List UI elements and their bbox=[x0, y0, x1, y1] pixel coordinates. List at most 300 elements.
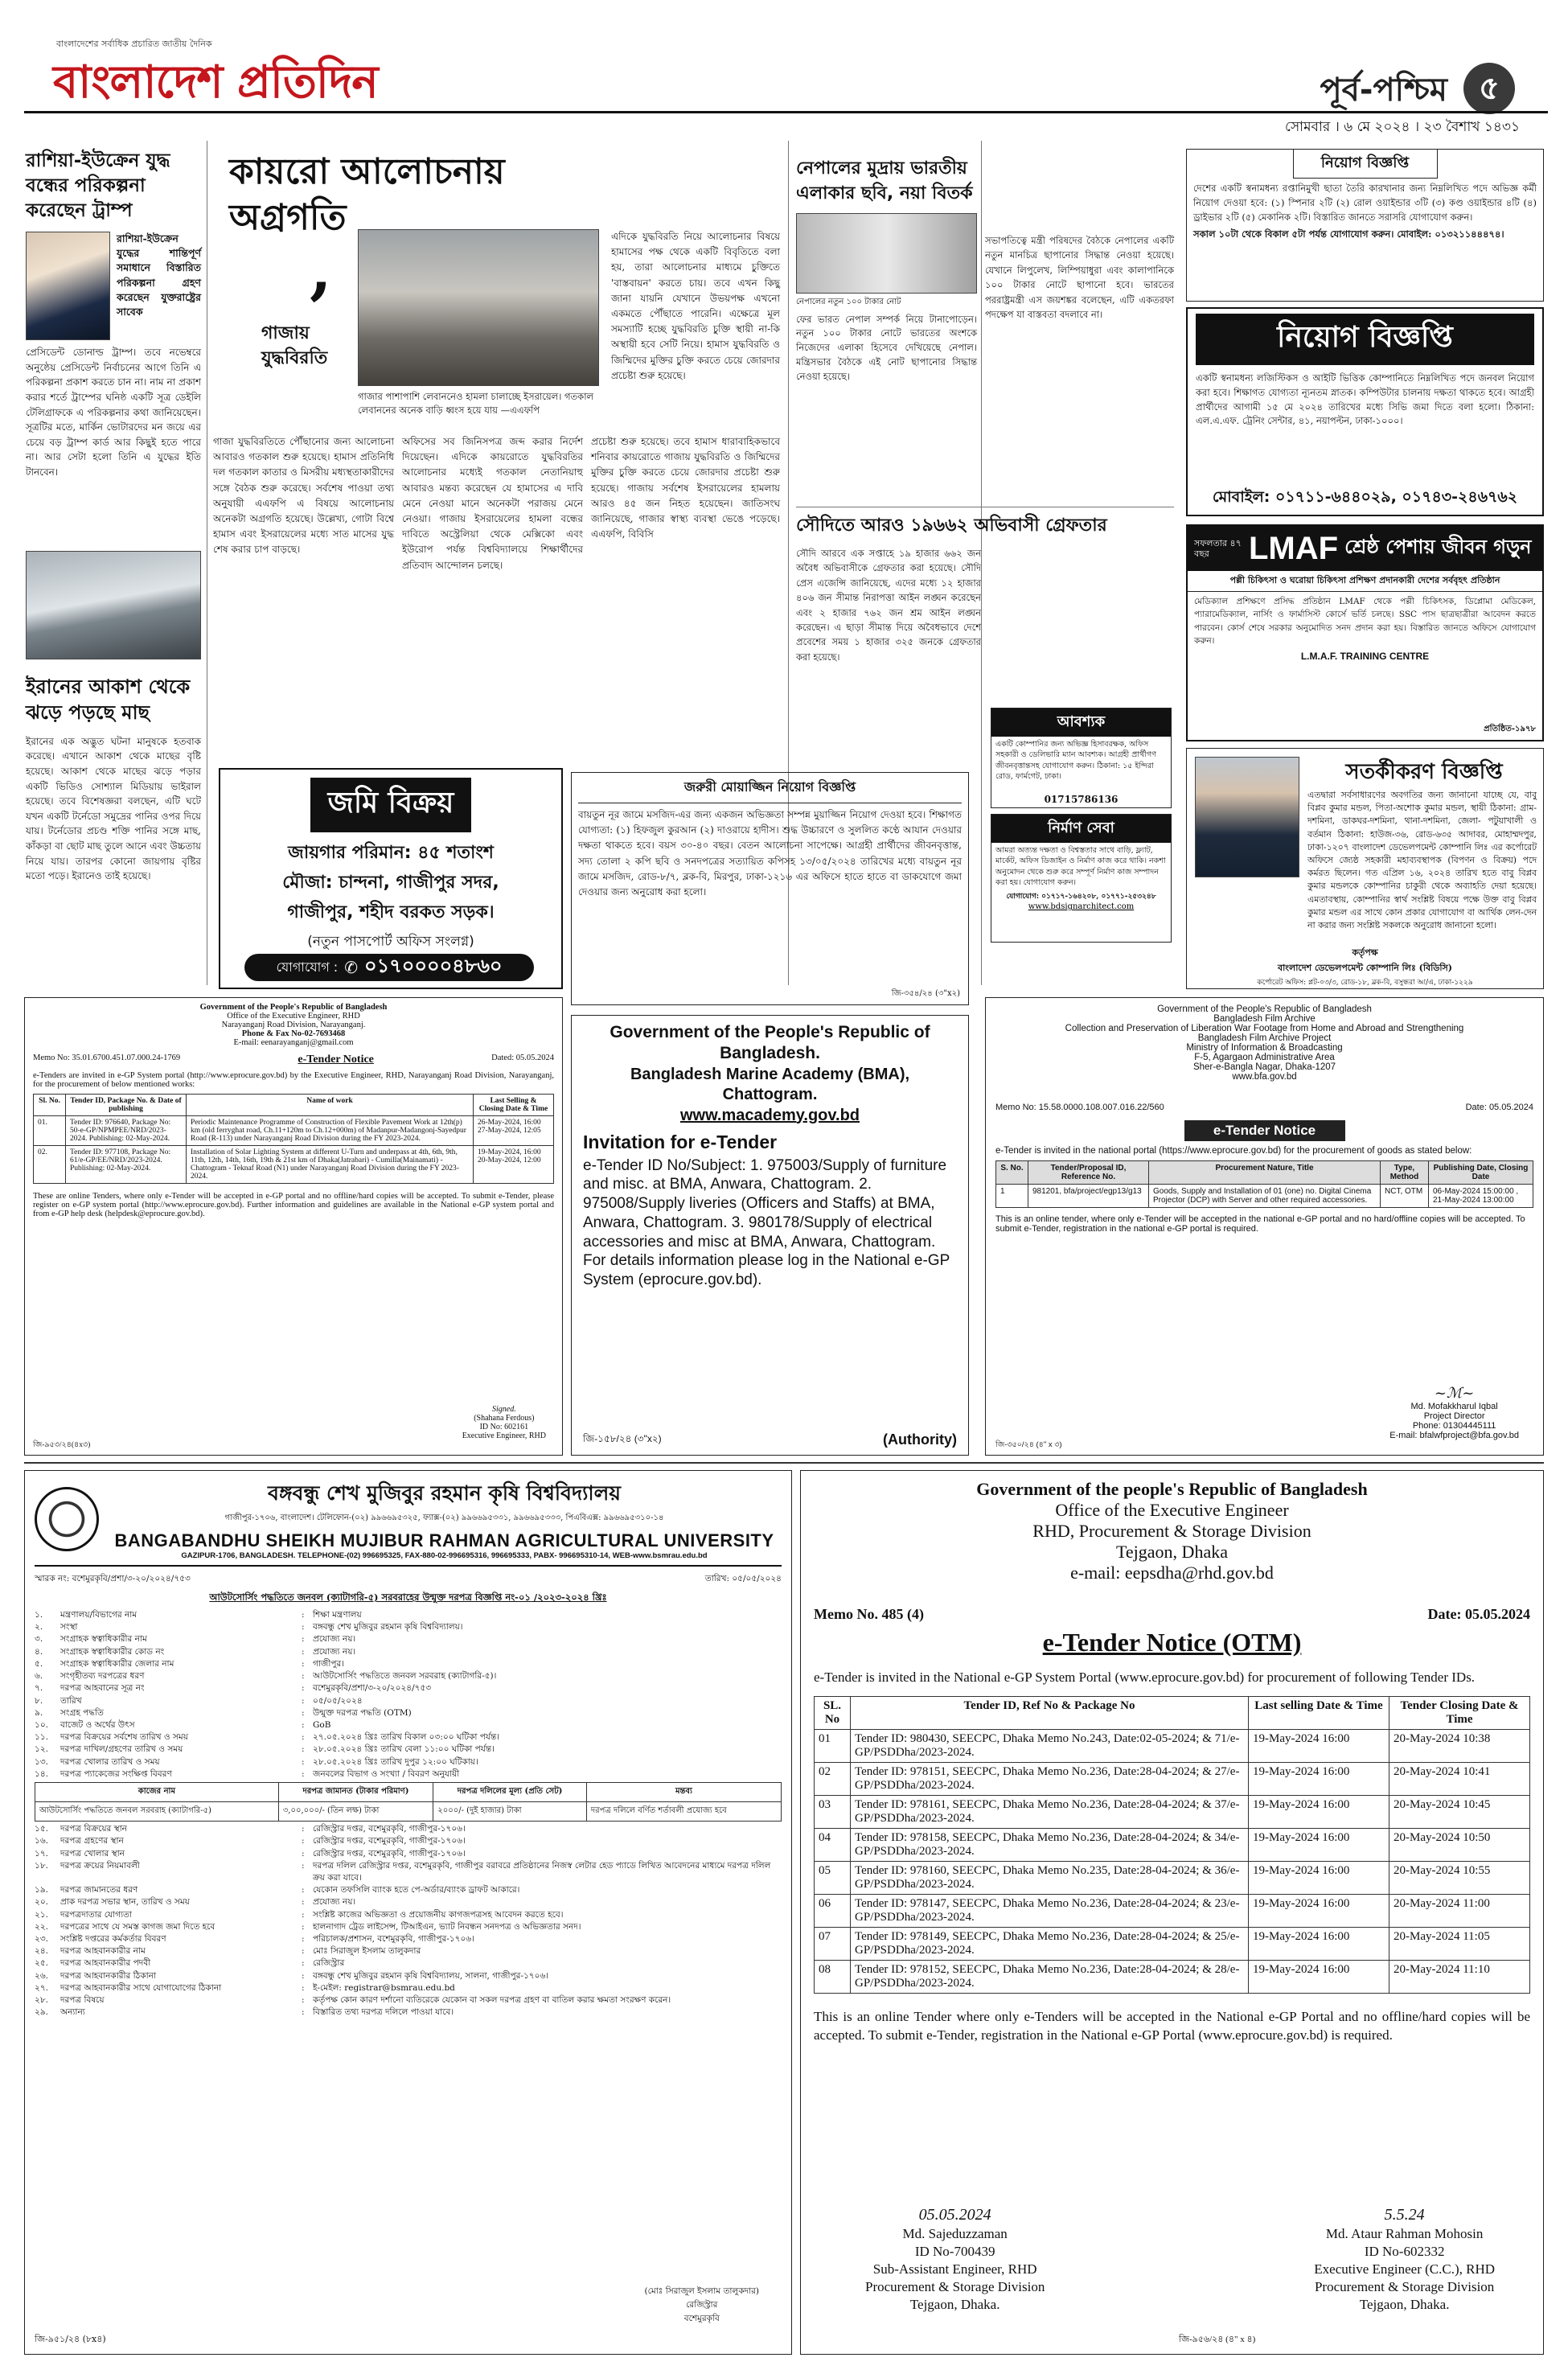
org-name: Bangladesh Marine Academy (BMA), Chattogram. bbox=[630, 1065, 910, 1103]
item-number: ২৫. bbox=[35, 1958, 48, 1969]
ad-title: জরুরী মোয়াজ্জিন নিয়োগ বিজ্ঞপ্তি bbox=[578, 773, 962, 803]
memo-no: Memo No. 485 (4) bbox=[814, 1606, 924, 1622]
ad-phone: 01715786136 bbox=[1044, 794, 1119, 805]
tender-item bbox=[35, 1658, 782, 1670]
table-row bbox=[815, 1895, 1530, 1928]
signer-place: Tejgaon, Dhaka. bbox=[1359, 2296, 1450, 2312]
item-value: ই-মেইল: registrar@bsmrau.edu.bd bbox=[313, 1982, 455, 1993]
item-label: দরপত্র খোলার স্থান bbox=[60, 1848, 125, 1859]
table-cell: 01 bbox=[815, 1730, 851, 1763]
item-value: GoB bbox=[313, 1719, 331, 1730]
table-cell: Installation of Solar Lighting System at different U-Turn and underpass at 4th, 6th, 9th, 11th, 12th, 14th, 16th, 19th & 21st km of Dhaka(Jatrabari) - Cumilla(Mainamati) - Chattogram - Teknaf Road (N1) under Narayanganj Road Division during the FY 2023-2024. bbox=[187, 1146, 474, 1184]
table-cell: Tender ID: 978149, SEECPC, Dhaka Memo No.236, Date:28-04-2024; & 25/e-GP/PSDDha/2023-2024. bbox=[851, 1928, 1249, 1961]
notice-title: আউটসোর্সিং পদ্ধতিতে জনবল (ক্যাটাগরি-৫) সরবরাহের উন্মুক্ত দরপত্র বিজ্ঞপ্তি নং-০১ /২০২৩-২০২৪ খ্রিঃ bbox=[209, 1592, 607, 1603]
ad-code: জি-৯৫১/২৪ (৮x৪) bbox=[35, 2334, 106, 2344]
table-cell: 26-May-2024, 16:00 27-May-2024, 12:05 bbox=[474, 1116, 554, 1146]
ad-body: বায়তুন নূর জামে মসজিদ-এর জন্য একজন অভিজ্ঞতা সম্পন্ন মুয়াজ্জিন নিয়োগ দেওয়া হবে। শিক্ষাগত যোগ্যতা: (১) হিফজুল কুরআন (২) দাওরায়ে হাদীস। শুদ্ধ উচ্চারণে ও সুললিত কণ্ঠে আযান দেওয়ার দক্ষতা থাকতে হবে। বয়স ৩০-৪০ বছর। বেতন আলোচনা সাপেক্ষে। আগ্রহী প্রার্থীদের জীবনবৃত্তান্ত, সদ্য তোলা ২ কপি ছবি ও সনদপত্রের সত্যায়িত কপিসহ ১৩/০৫/২০২৪ তারিখের মধ্যে বায়তুন নূর জামে মসজিদ, রোড-৮/৭, ব্লক-বি, মিরপুর, ঢাকা-১২১৬ এর অফিসে হাতে হাতে বা ডাকযোগে জমা দেওয়ার জন্য অনুরোধ করা হলো। bbox=[578, 809, 962, 897]
ad-phone: যোগাযোগ: ০১৭১৭-১৬৪২০৮, ০১৭৭১-২৫৩২৪৮ bbox=[1006, 893, 1156, 902]
item-value: রেজিস্ট্রার দপ্তর, বশেমুরকৃবি, গাজীপুর-১৭০৬। bbox=[313, 1848, 466, 1859]
saudi-col2-wrapper bbox=[989, 539, 1174, 732]
lmaf-subtitle: পল্লী চিকিৎসা ও ঘরোয়া চিকিৎসা প্রশিক্ষণ প্রদানকারী দেশের সর্ববৃহৎ প্রতিষ্ঠান bbox=[1188, 571, 1542, 592]
item-label: তারিখ bbox=[60, 1695, 82, 1706]
article-headline: কায়রো আলোচনায় অগ্রগতি bbox=[229, 151, 505, 239]
item-label: দরপত্র প্যাকেজের সংক্ষিপ্ত বিবরণ bbox=[60, 1768, 172, 1779]
signer-designation: Project Director bbox=[1423, 1411, 1485, 1421]
lmaf-tagline: শ্রেষ্ঠ পেশায় জীবন গড়ুন bbox=[1344, 536, 1532, 558]
tender-item bbox=[35, 1848, 782, 1860]
ad-title: আবশ্যক bbox=[991, 709, 1171, 737]
newspaper-logo: বাংলাদেশ প্রতিদিন bbox=[53, 56, 378, 109]
item-value: ২৮.০৫.২০২৪ খ্রিঃ তারিখ দুপুর ১২:০০ ঘটিকায়। bbox=[313, 1756, 478, 1767]
item-label: দরপত্র দাখিল/গ্রহণের তারিখ ও সময় bbox=[60, 1744, 183, 1755]
division-name: RHD, Procurement & Storage Division bbox=[1032, 1521, 1311, 1541]
separator: : bbox=[302, 1995, 305, 2006]
item-number: ১৯. bbox=[35, 1885, 48, 1896]
table-header: SL. No bbox=[815, 1697, 851, 1730]
address-line: F-5, Agargaon Administrative Area bbox=[1194, 1053, 1335, 1062]
tender-item bbox=[35, 1982, 782, 1994]
signer-designation: রেজিস্ট্রার bbox=[686, 2300, 718, 2310]
separator: : bbox=[302, 2007, 305, 2018]
table-header: Publishing Date, Closing Date bbox=[1429, 1161, 1533, 1185]
tender-table bbox=[995, 1160, 1533, 1208]
notice-title: e-Tender Notice (OTM) bbox=[1042, 1628, 1302, 1657]
ad-code: জি-৯৫৬/২৪ (৪" x ৪) bbox=[1179, 2335, 1256, 2344]
ad-line: মৌজা: চান্দনা, গাজীপুর সদর, bbox=[282, 873, 499, 893]
company-address: কর্পোরেট অফিস: প্লট-০৩/৩, রোড-১৮, ব্লক-বি, বসুন্ধরা আ/এ, ঢাকা-১২২৯ bbox=[1257, 979, 1473, 987]
item-label: দরপত্র আহবানকারীর পদবী bbox=[60, 1958, 151, 1969]
tender-item bbox=[35, 1670, 782, 1682]
signer-id: ID No: 602161 bbox=[479, 1423, 529, 1431]
tender-item bbox=[35, 1957, 782, 1969]
place-name: Tejgaon, Dhaka bbox=[1116, 1542, 1228, 1562]
separator: : bbox=[302, 1719, 305, 1730]
item-number: ৫. bbox=[35, 1658, 43, 1669]
memo-no: Memo No: 15.58.0000.108.007.016.22/560 bbox=[995, 1103, 1164, 1112]
contact-phone: ০১৭০০০০৪৮৬০ bbox=[363, 955, 503, 977]
office-name: Office of the Executive Engineer, RHD bbox=[227, 1012, 360, 1021]
signer-division: Procurement & Storage Division bbox=[865, 2278, 1045, 2294]
ad-title: নির্মাণ সেবা bbox=[991, 815, 1171, 843]
article-lede: রাশিয়া-ইউক্রেন যুদ্ধের শান্তিপূর্ণ সমাধানে বিস্তারিত পরিকল্পনা গ্রহণ করেছেন যুক্তরাষ্ট্রের সাবেক bbox=[117, 232, 201, 318]
item-label: দরপত্র বিক্রয়ের সর্বশেষ তারিখ ও সময় bbox=[60, 1732, 188, 1743]
table-cell: Tender ID: 978147, SEECPC, Dhaka Memo No.236, Date:28-04-2024; & 23/e-GP/PSDDha/2023-2024. bbox=[851, 1895, 1249, 1928]
tender-item bbox=[35, 2006, 782, 2019]
table-header: দরপত্র জামানত (টাকার পরিমাণ) bbox=[278, 1783, 433, 1802]
lmaf-center: L.M.A.F. TRAINING CENTRE bbox=[1300, 651, 1430, 663]
gov-name: Government of the People's Republic of Bangladesh bbox=[1157, 1004, 1372, 1014]
fish-photo bbox=[26, 551, 201, 659]
signer-id: ID No-700439 bbox=[914, 2243, 995, 2259]
signer-id: ID No-602332 bbox=[1364, 2243, 1445, 2259]
separator: : bbox=[302, 1946, 305, 1957]
notice-intro: e-Tenders are invited in e-GP System portal (http://www.eprocure.gov.bd) by the Executive Engineer, RHD, Narayanganj Road Division, Narayanganj, for the procurement of below mentioned works: bbox=[33, 1071, 554, 1089]
item-label: দরপত্র গ্রহণের স্থান bbox=[60, 1836, 124, 1846]
table-cell: Tender ID: 978151, SEECPC, Dhaka Memo No.236, Date:28-04-2024; & 27/e-GP/PSDDha/2023-2024. bbox=[851, 1763, 1249, 1796]
article-body: সৌদি আরবে এক সপ্তাহে ১৯ হাজার ৬৬২ জন অবৈধ অভিবাসীকে গ্রেফতার করা হয়েছে। সৌদি প্রেস এজেন্সি জানিয়েছে, এদের মধ্যে ১২ হাজার ৪০৬ জন সীমান্ত নিরাপত্তা আইন লঙ্ঘন করেছেন এবং ২ হাজার ৭৬২ জন শ্রম আইন লঙ্ঘন করেছেন। এ ছাড়া সীমান্ত দিয়ে অবৈধভাবে দেশে প্রবেশের সময় ১ হাজার ৩২৫ জনকে গ্রেফতার করা হয়েছে। bbox=[796, 548, 981, 663]
side-headline: গাজায় যুদ্ধবিরতি bbox=[261, 323, 328, 368]
item-label: সংগ্রাহক স্বত্বাধিকারীর নাম bbox=[60, 1634, 147, 1645]
authority-label: (Authority) bbox=[883, 1431, 957, 1448]
caution-signature bbox=[1190, 946, 1540, 986]
item-value: রেজিস্ট্রার bbox=[313, 1958, 345, 1969]
item-number: ২৯. bbox=[35, 2007, 48, 2018]
separator: : bbox=[302, 1671, 305, 1682]
org-website[interactable]: www.macademy.gov.bd bbox=[679, 1106, 860, 1124]
separator: : bbox=[302, 1646, 305, 1657]
item-label: সংগ্রাহক স্বত্বাধিকারীর কোড নং bbox=[60, 1646, 165, 1657]
table-cell: Tender ID: 977108, Package No: 61/e-GP/EE/NRD/2023-2024. Publishing: 02-May-2024. bbox=[66, 1146, 187, 1184]
ad-body: দেশের একটি স্বনামধন্য রপ্তানিমুখী ছাতা তৈরি কারখানার জন্য নিম্নলিখিত পদে অভিজ্ঞ কর্মী নিয়োগ দেওয়া হবে: (১) স্পিনার ২টি (২) রোল ওয়াইন্ডার ৩টি (৩) কণ্ড ওয়াইন্ডার ৪টি (৪) ড্রাইভার ২টি (৫) মেকানিক ২টি। বিস্তারিত জানতে সরাসরি যোগাযোগ করুন। bbox=[1193, 183, 1537, 223]
phone-fax: Phone & Fax No-02-7693468 bbox=[241, 1029, 346, 1038]
table-cell: 19-May-2024 16:00 bbox=[1249, 1961, 1389, 1994]
item-number: ১১. bbox=[35, 1732, 48, 1743]
section-rule bbox=[24, 1462, 1544, 1464]
ad-body: একটি কোম্পানির জন্য অভিজ্ঞ হিসাবরক্ষক, অফিস সহকারী ও ডেলিভারি ম্যান আবশ্যক। আগ্রহী প্রার্থীগণ জীবনবৃত্তান্তসহ যোগাযোগ করুন। ঠিকানা: ১৫ ইন্দিরা রোড, ফার্মগেট, ঢাকা। bbox=[995, 740, 1156, 781]
page-number-badge bbox=[1463, 63, 1515, 114]
ad-line: গাজীপুর, শহীদ বরকত সড়ক। bbox=[287, 902, 495, 922]
gov-name: Government of the People's Republic of Bangladesh bbox=[199, 1003, 388, 1012]
table-header: Type, Method bbox=[1381, 1161, 1429, 1185]
tender-item-list bbox=[35, 1609, 782, 1780]
table-cell: 19-May-2024 16:00 bbox=[1249, 1796, 1389, 1829]
item-label: দরপত্র ক্রয়ের নিয়মাবলী bbox=[60, 1860, 140, 1871]
separator: : bbox=[302, 1634, 305, 1645]
item-value: ২৮.০৫.২০২৪ খ্রিঃ তারিখ বেলা ১১:০০ ঘটিকা পর্যন্ত। bbox=[313, 1744, 495, 1755]
item-number: ১২. bbox=[35, 1744, 48, 1755]
division-name: Narayanganj Road Division, Narayanganj. bbox=[221, 1021, 366, 1029]
table-header: Tender ID, Package No. & Date of publishing bbox=[66, 1095, 187, 1116]
separator: : bbox=[302, 1695, 305, 1706]
ad-lmaf bbox=[1186, 524, 1544, 741]
ad-muazzin bbox=[571, 772, 969, 1005]
table-cell: 19-May-2024 16:00 bbox=[1249, 1862, 1389, 1895]
university-logo bbox=[35, 1487, 99, 1551]
notice-title: e-Tender Notice bbox=[298, 1054, 374, 1066]
ad-website[interactable]: www.bdsignarchitect.com bbox=[1028, 902, 1135, 912]
table-cell: দরপত্র দলিলে বর্ণিত শর্তাবলী প্রযোজ্য হবে bbox=[586, 1802, 781, 1822]
signed-label: Signed. bbox=[491, 1405, 516, 1414]
table-cell: Tender ID: 978161, SEECPC, Dhaka Memo No.236, Date:28-04-2024; & 37/e-GP/PSDDha/2023-2024. bbox=[851, 1796, 1249, 1829]
memo-no: স্মারক নং: বশেমুরকৃবি/প্রশা/৩-২০/২০২৪/৭৫৩ bbox=[35, 1574, 191, 1583]
tender-table bbox=[33, 1094, 554, 1184]
item-value: দরপত্র দলিল রেজিস্ট্রার দপ্তর, বশেমুরকৃবি, গাজীপুর বরাবরে প্রতিষ্ঠানের নিজস্ব লেটার হেড প্যাডে লিখিত আবেদনের মাধ্যমে দরপত্র দলিল ক্রয় করা যাবে। bbox=[313, 1860, 771, 1883]
company-name: বাংলাদেশ ডেভেলপমেন্ট কোম্পানি লিঃ (বিডিসি) bbox=[1277, 963, 1453, 973]
item-label: দরপত্র খোলার তারিখ ও সময় bbox=[60, 1756, 160, 1767]
separator: : bbox=[302, 1836, 305, 1846]
item-value: বিস্তারিত তথ্য দরপত্র দলিলে পাওয়া যাবে। bbox=[313, 2007, 454, 2018]
separator: : bbox=[302, 1756, 305, 1767]
item-number: ১০. bbox=[35, 1719, 48, 1730]
item-value: ০৫/০৫/২০২৪ bbox=[313, 1695, 363, 1706]
notice-intro: e-Tender is invited in the National e-GP System Portal (www.eprocure.gov.bd) for procurement of following Tender IDs. bbox=[814, 1670, 1476, 1685]
table-header: কাজের নাম bbox=[35, 1783, 279, 1802]
table-cell: 05 bbox=[815, 1862, 851, 1895]
notice-note: These are online Tenders, where only e-Tender will be accepted in e-GP portal and no offline/hard copies will be accepted. To submit e-Tender, please register on e-GP system portal (http://www.eprocure.gov.bd). Further information and guidelines are available in the National e-GP system portal and from e-GP help desk (helpdesk@eprocure.gov.bd). bbox=[33, 1192, 554, 1218]
tender-item bbox=[35, 1970, 782, 1982]
address-line: Sher-e-Bangla Nagar, Dhaka-1207 bbox=[1192, 1062, 1336, 1072]
article-nepal bbox=[796, 157, 977, 382]
article-body: সভাপতিত্বে মন্ত্রী পরিষদের বৈঠকে নেপালের একটি নতুন মানচিত্র ছাপানোর সিদ্ধান্ত নেওয়া হয়েছে। যেখানে লিপুলেখ, লিম্পিয়াধুরা এবং কালাপানিকে ১০০ টাকার নোটে ছাপানো হবে। ভারতের পররাষ্ট্রমন্ত্রী এস জয়শঙ্কর বলেছেন, এটি একতরফা পদক্ষেপ যা বাস্তবতা বদলাবে না। bbox=[985, 235, 1174, 320]
email[interactable]: E-mail: eenarayanganj@gmail.com bbox=[233, 1038, 354, 1047]
table-cell: 07 bbox=[815, 1928, 851, 1961]
table-cell: 19-May-2024 16:00 bbox=[1249, 1928, 1389, 1961]
item-label: দরপত্র আহবানকারীর ঠিকানা bbox=[60, 1970, 156, 1981]
table-header: Tender Closing Date & Time bbox=[1389, 1697, 1530, 1730]
tender-bsmrau bbox=[24, 1470, 792, 2355]
table-row bbox=[815, 1961, 1530, 1994]
university-address-en: GAZIPUR-1706, BANGLADESH. TELEPHONE-(02) 996695325, FAX-880-02-996695316, 996695333, PABX- 996695310-14, WEB-www.bsmrau.edu.bd bbox=[181, 1551, 708, 1560]
ad-jobs-1 bbox=[1186, 149, 1544, 302]
ad-title: নিয়োগ বিজ্ঞপ্তি bbox=[1196, 314, 1534, 365]
signer-name: Md. Ataur Rahman Mohosin bbox=[1325, 2225, 1484, 2241]
masthead-tagline: বাংলাদেশের সর্বাধিক প্রচারিত জাতীয় দৈনিক bbox=[56, 39, 212, 49]
item-number: ২৭. bbox=[35, 1982, 48, 1993]
ad-contact-bar bbox=[244, 954, 534, 981]
masthead-date: সোমবার । ৬ মে ২০২৪ । ২৩ বৈশাখ ১৪৩১ bbox=[1285, 119, 1520, 135]
email[interactable]: e-mail: eepsdha@rhd.gov.bd bbox=[1070, 1563, 1274, 1583]
item-label: দরপত্র আহবানকারীর নাম bbox=[60, 1946, 146, 1957]
separator: : bbox=[302, 1897, 305, 1908]
table-header: দরপত্র দলিলের মূল্য (প্রতি সেট) bbox=[433, 1783, 587, 1802]
page-number: ৫ bbox=[1479, 70, 1500, 107]
item-value: শিক্ষা মন্ত্রণালয় bbox=[313, 1610, 362, 1620]
table-cell: 1 bbox=[996, 1185, 1028, 1208]
separator: : bbox=[302, 1732, 305, 1743]
tender-item bbox=[35, 1860, 782, 1884]
article-headline: রাশিয়া-ইউক্রেন যুদ্ধ বন্ধের পরিকল্পনা করেছেন ট্রাম্প bbox=[26, 150, 170, 222]
table-header: Tender/Proposal ID, Reference No. bbox=[1028, 1161, 1149, 1185]
signer-name: (মোঃ সিরাজুল ইসলাম তালুকদার) bbox=[644, 2286, 759, 2296]
article-cairo bbox=[213, 149, 784, 760]
item-number: ৪. bbox=[35, 1646, 43, 1657]
table-cell: আউটসোর্সিং পদ্ধতিতে জনবল সরবরাহ (ক্যাটাগরি-৫) bbox=[35, 1802, 279, 1822]
tender-item bbox=[35, 1909, 782, 1921]
ad-code: জি-৩৫৪/২৪ (৩"x২) bbox=[891, 989, 960, 998]
item-label: দরপত্রদাতার যোগ্যতা bbox=[60, 1909, 132, 1920]
table-row bbox=[815, 1928, 1530, 1961]
tender-item bbox=[35, 1744, 782, 1756]
table-cell: Periodic Maintenance Programme of Construction of Flexible Pavement Work at 12th(p) km (old ferryghat road, Ch.11+120m to Ch.12+000m) of Madanpur-Madangonj-Sayedpur Road (R-113) under Narayanganj Road Division during the FY 2023-2024. bbox=[187, 1116, 474, 1146]
section-title: পূর্ব-পশ্চিম bbox=[1320, 72, 1447, 109]
tender-item bbox=[35, 1896, 782, 1908]
article-body: ইরানের এক অদ্ভুত ঘটনা মানুষকে হতবাক করেছে। এখানে আকাশ থেকে মাছের বৃষ্টি হয়েছে। আকাশ থেকে মাছের ঝড়ে পড়ার একটি ভিডিও সোশ্যাল মিডিয়ায় ভাইরাল হয়েছে। তবে বিশেষজ্ঞরা বলছেন, এটি ঘটে যখন একটি টর্নেডো সমুদ্রের পানির ওপর দিয়ে যায়। টর্নেডোর প্রচণ্ড শক্তি পানির সঙ্গে মাছ, কাঁকড়া বা ছোট মাছ তুলে আনে এবং উচ্চতায় নিয়ে যায়। তারপর কোনো জায়গায় বৃষ্টির মতো পড়ে। ইরানেও তাই হয়েছে। bbox=[26, 735, 201, 882]
item-value: গাজীপুর। bbox=[313, 1658, 344, 1669]
table-cell: 06 bbox=[815, 1895, 851, 1928]
tender-item bbox=[35, 1633, 782, 1645]
ad-title: সতর্কীকরণ বিজ্ঞপ্তি bbox=[1345, 760, 1503, 784]
table-cell: 20-May-2024 10:41 bbox=[1389, 1763, 1530, 1796]
tender-item bbox=[35, 1682, 782, 1694]
ad-title: জমি বিক্রয় bbox=[310, 778, 471, 832]
ad-line: জায়গার পরিমান: ৪৫ শতাংশ bbox=[288, 843, 494, 863]
signature-title: কর্তৃপক্ষ bbox=[1352, 947, 1378, 958]
notice-date: Dated: 05.05.2024 bbox=[491, 1054, 554, 1062]
memo-no: Memo No: 35.01.6700.451.07.000.24-1769 bbox=[33, 1054, 181, 1062]
table-cell: 20-May-2024 11:05 bbox=[1389, 1928, 1530, 1961]
tender-item bbox=[35, 1695, 782, 1707]
table-cell: 19-May-2024 16:00 bbox=[1249, 1763, 1389, 1796]
table-cell: Goods, Supply and Installation of 01 (one) no. Digital Cinema Projector (DCP) with Server and other required accessories. bbox=[1149, 1185, 1381, 1208]
table-cell: 19-May-2024 16:00 bbox=[1249, 1895, 1389, 1928]
notice-date: Date: 05.05.2024 bbox=[1465, 1103, 1533, 1112]
tender-rhd-narayanganj bbox=[24, 997, 563, 1456]
item-value: জনবলের বিভাগ ও সংখ্যা / বিবরণ অনুযায়ী bbox=[313, 1768, 460, 1779]
item-number: ১৮. bbox=[35, 1860, 48, 1871]
item-label: বাজেট ও অর্থের উৎস bbox=[60, 1719, 135, 1730]
item-value: পরিচালক/প্রশাসন, বশেমুরকৃবি, গাজীপুর-১৭০৬। bbox=[313, 1934, 474, 1945]
university-name-en: BANGABANDHU SHEIKH MUJIBUR RAHMAN AGRICULTURAL UNIVERSITY bbox=[114, 1530, 774, 1550]
table-row bbox=[815, 1796, 1530, 1829]
item-number: ২৬. bbox=[35, 1970, 48, 1981]
tender-item bbox=[35, 1609, 782, 1621]
item-label: প্রাক দরপত্র সভার স্থান, তারিখ ও সময় bbox=[60, 1897, 190, 1908]
tender-item bbox=[35, 1835, 782, 1847]
separator: : bbox=[302, 1860, 305, 1871]
cairo-photo bbox=[358, 229, 599, 386]
table-cell: 20-May-2024 10:55 bbox=[1389, 1862, 1530, 1895]
separator: : bbox=[302, 1885, 305, 1896]
tender-item bbox=[35, 1994, 782, 2006]
table-cell: 20-May-2024 11:10 bbox=[1389, 1961, 1530, 1994]
table-cell: 01. bbox=[34, 1116, 66, 1146]
trump-photo bbox=[26, 232, 110, 340]
item-value: কর্তৃপক্ষ কোন কারণ দর্শানো ব্যতিরেকে যেকোন বা সকল দরপত্র গ্রহণ বা বাতিল করার ক্ষমতা সংরক্ষণ করেন। bbox=[313, 1995, 671, 2006]
item-number: ১৪. bbox=[35, 1768, 48, 1779]
table-cell: 03 bbox=[815, 1796, 851, 1829]
notice-intro: e-Tender is invited in the national portal (https://www.eprocure.gov.bd) for the procurement of goods as stated below: bbox=[995, 1146, 1472, 1156]
signer-org: বশেমুরকৃবি bbox=[683, 2314, 720, 2323]
tender-item bbox=[35, 1921, 782, 1933]
item-label: দরপত্র জামানতের ধরণ bbox=[60, 1885, 138, 1896]
office-name: Office of the Executive Engineer bbox=[1055, 1500, 1289, 1520]
item-value: হালনাগাদ ট্রেড লাইসেন্স, টিআইএন, ভ্যাট নিবন্ধন সনদপত্র ও অভিজ্ঞতার সনদ। bbox=[313, 1921, 581, 1932]
ad-jobs-2 bbox=[1186, 307, 1544, 516]
table-row bbox=[34, 1116, 554, 1146]
phone-icon: ✆ bbox=[344, 958, 358, 977]
separator: : bbox=[302, 1824, 305, 1834]
item-number: ২. bbox=[35, 1622, 43, 1633]
item-value: বশেমুরকৃবি/প্রশা/৩-২০/২০২৪/৭৫৩ bbox=[313, 1683, 432, 1694]
item-number: ৯. bbox=[35, 1707, 43, 1718]
article-headline: সৌদিতে আরও ১৯৬৬২ অভিবাসী গ্রেফতার bbox=[796, 515, 1107, 536]
signer-email[interactable]: E-mail: bfalwfproject@bfa.gov.bd bbox=[1389, 1431, 1519, 1440]
masthead bbox=[24, 16, 1548, 137]
cairo-col-right: এদিকে যুদ্ধবিরতি নিয়ে আলোচনার বিষয়ে হামাসের পক্ষ থেকে একটি বিবৃতিতে বলা হয়, তারা আলোচনার মাধ্যমে চুক্তিতে 'বাস্তবায়ন' করতে চায়। তবে এখন কিছু জানা যায়নি যেখানে উভয়পক্ষ এখনো একমতে পৌঁছাতে পারেনি। এক্ষেত্রে মূল সমস্যাটি হচ্ছে যুদ্ধবিরতি চুক্তি স্থায়ী না-কি অস্থায়ী হবে সেটি নিয়ে। হামাস যুদ্ধবিরতি ও জিম্মিদের মুক্তির চুক্তি করতে চেয়ে জোরদার প্রচেষ্টা শুরু হয়েছে। bbox=[611, 231, 780, 381]
table-header: Last selling Date & Time bbox=[1249, 1697, 1389, 1730]
item-number: ১৬. bbox=[35, 1836, 48, 1846]
notice-date: তারিখ: ০৫/০৫/২০২৪ bbox=[704, 1574, 782, 1583]
signer-phone: Phone: 01304445111 bbox=[1412, 1421, 1496, 1431]
contact-label: যোগাযোগ : bbox=[276, 959, 339, 975]
table-row bbox=[815, 1763, 1530, 1796]
separator: : bbox=[302, 1958, 305, 1969]
separator: : bbox=[302, 1982, 305, 1993]
item-value: উন্মুক্ত দরপত্র পদ্ধতি (OTM) bbox=[313, 1707, 412, 1718]
table-cell: Tender ID: 978160, SEECPC, Dhaka Memo No.235, Date:28-04-2024; & 36/e-GP/PSDDha/2023-2024. bbox=[851, 1862, 1249, 1895]
table-header: Name of work bbox=[187, 1095, 474, 1116]
article-body: ফের ভারত নেপাল সম্পর্ক নিয়ে টানাপোড়েন। নতুন ১০০ টাকার নোটে ভারতের অংশকে নিজেদের এলাকা হিসেবে দেখিয়েছে নেপাল। মন্ত্রিসভার বৈঠকে এই নোট ছাপানোর সিদ্ধান্ত নেওয়া হয়েছে। bbox=[796, 313, 977, 382]
separator: : bbox=[302, 1658, 305, 1669]
table-cell: Tender ID: 976640, Package No: 50-e-GP/NPMPEE/NRD/2023-2024. Publishing: 02-May-2024. bbox=[66, 1116, 187, 1146]
table-cell: 06-May-2024 15:00:00 , 21-May-2024 13:00:00 bbox=[1429, 1185, 1533, 1208]
separator: : bbox=[302, 1683, 305, 1694]
table-cell: 19-May-2024 16:00 bbox=[1249, 1730, 1389, 1763]
university-address-bn: গাজীপুর-১৭০৬, বাংলাদেশ। টেলিফোন-(০২) ৯৯৬৬৯৫৩২৫, ফ্যাক্স-(০২) ৯৯৬৬৯৫৩৩১, ৯৯৬৬৯৫৩৩৩, পিএবিএক্স: ৯৯৬৬৯৫৩১০-১৪ bbox=[224, 1514, 664, 1522]
signer-designation: Executive Engineer, RHD bbox=[462, 1431, 546, 1440]
signer-designation: Sub-Assistant Engineer, RHD bbox=[872, 2261, 1037, 2277]
item-label: মন্ত্রণালয়/বিভাগের নাম bbox=[60, 1610, 138, 1620]
item-value: আউটসোর্সিং পদ্ধতিতে জনবল সরবরাহ (ক্যাটাগরি-৫)। bbox=[313, 1671, 497, 1682]
cairo-col-1: গাজা যুদ্ধবিরতিতে পৌঁছানোর জন্য আলোচনা আবারও গতকাল শুরু হয়েছে। হামাস প্রতিনিধি দল গতকাল কাতার ও মিসরীয় মধ্যস্থতাকারীদের সঙ্গে বৈঠক শুরু করেছে। সর্বশেষ পাওয়া তথ্য অনুযায়ী এএফপি এ বিষয়ে আলোচনায় অনেকটা অগ্রগতি হয়েছে। উল্লেখ্য, গোটা বিশ্বে হামাস এবং ইসরায়েলের মধ্যে সাত মাসের যুদ্ধ শেষ করার চাপ বাড়ছে। bbox=[213, 436, 394, 556]
table-cell: ২০০০/- (দুই হাজার) টাকা bbox=[433, 1802, 587, 1822]
ad-body: একটি স্বনামধন্য লজিস্টিকস ও আইটি ভিত্তিক কোম্পানিতে নিম্নলিখিত পদে জনবল নিয়োগ করা হবে। শিক্ষাগত যোগ্যতা ন্যূনতম স্নাতক। কম্পিউটার চালনায় দক্ষতা থাকতে হবে। আগ্রহী প্রার্থীদের আগামী ১৫ মে ২০২৪ তারিখের মধ্যে সিভি জমা দিতে বলা হলো। ঠিকানা: এল.এ.এফ. ট্রেনিং সেন্টার, ৪১, নয়াপল্টন, ঢাকা-১০০০। bbox=[1196, 372, 1534, 427]
ad-code: জি-৯৫৩/২৪(৪x৩) bbox=[33, 1441, 91, 1449]
cairo-col-3: প্রচেষ্টা শুরু হয়েছে। তবে হামাস ধারাবাহিকভাবে শনিবার কায়রোতে গাজায় যুদ্ধবিরতি ও জিম্মিদের মুক্তির চুক্তি করতে চেয়ে জোরদার প্রচেষ্টা শুরু হয়েছে। গাজায় সর্বশেষ ইসরায়েলের হামলায় আরও ৪৫ জন নিহত হয়েছেন। জাতিসংঘ জানিয়েছে, গাজার স্বাস্থ্য ব্যবস্থা ভেঙে পড়েছে। এএফপি, বিবিসি bbox=[591, 436, 780, 540]
separator: : bbox=[302, 1921, 305, 1932]
table-cell: 02. bbox=[34, 1146, 66, 1184]
article-headline: নেপালের মুদ্রায় ভারতীয় এলাকার ছবি, নয়া বিতর্ক bbox=[796, 158, 973, 203]
ad-title: নিয়োগ বিজ্ঞপ্তি bbox=[1293, 150, 1438, 179]
signer-name: Md. Mofakkharul Iqbal bbox=[1410, 1402, 1498, 1411]
item-number: ২১. bbox=[35, 1909, 48, 1920]
table-cell: 20-May-2024 10:38 bbox=[1389, 1730, 1530, 1763]
table-header: S. No. bbox=[996, 1161, 1028, 1185]
table-row bbox=[996, 1185, 1533, 1208]
table-cell: 19-May-2024, 16:00 20-May-2024, 12:00 bbox=[474, 1146, 554, 1184]
tender-film-archive bbox=[985, 997, 1544, 1456]
separator: : bbox=[302, 1934, 305, 1945]
notice-note: This is an online tender, where only e-Tender will be accepted in the national e-GP portal and no hard/offline copies will be accepted. To submit e-Tender, registration in the national e-GP portal is required. bbox=[995, 1214, 1525, 1234]
item-number: ১৩. bbox=[35, 1756, 48, 1767]
table-cell: 02 bbox=[815, 1763, 851, 1796]
table-row bbox=[815, 1829, 1530, 1862]
table-cell: ৩,০০,০০০/- (তিন লক্ষ) টাকা bbox=[278, 1802, 433, 1822]
signer-place: Tejgaon, Dhaka. bbox=[909, 2296, 1000, 2312]
separator: : bbox=[302, 1744, 305, 1755]
ad-body: এতদ্বারা সর্বসাধারণের অবগতির জন্য জানানো যাচ্ছে যে, বাবু বিপ্লব কুমার মন্ডল, পিতা-অশোক কুমার মন্ডল, স্থায়ী ঠিকানা: গ্রাম-দশমিনা, ডাকঘর-দশমিনা, থানা-দশমিনা, জেলা- পটুয়াখালী ও বর্তমান ঠিকানা: হাউজ-৩৬, রোড-৬৩৫ আদাবর, মোহাম্মদপুর, ঢাকা-১২০৭ বাংলাদেশ ডেভেলপমেন্ট কোম্পানি লিঃ এর কর্পোরেট অফিসে জ্যেষ্ঠ সহকারী মহাব্যবস্থাপক (বিপণন ও বিক্রয়) পদে কর্মরত ছিলেন। গত এপ্রিল ১৬, ২০২৪ তারিখ হতে বাবু বিপ্লব কুমার মন্ডলকে কোম্পানির চাকুরী থেকে অব্যাহতি দেয়া হয়েছে। এমতাবস্থায়, কোম্পানির স্বার্থ সংশ্লিষ্ট বিষয়ে পক্ষে উক্ত বাবু বিপ্লব কুমার মন্ডল এর সাথে কোন প্রকার যোগাযোগ বা আর্থিক লেন-দেন না করার জন্য সংশ্লিষ্ট সকলকে অনুরোধ জানানো হলো। bbox=[1307, 790, 1537, 930]
table-header: মন্তব্য bbox=[586, 1783, 781, 1802]
item-label: সংশ্লিষ্ট দপ্তরের কর্মকর্তার বিবরণ bbox=[60, 1934, 166, 1945]
gov-name: Government of the People's Republic of Bangladesh. bbox=[610, 1023, 930, 1063]
table-cell: Tender ID: 980430, SEECPC, Dhaka Memo No.243, Date:02-05-2024; & 71/e-GP/PSDDha/2023-2024. bbox=[851, 1730, 1249, 1763]
lmaf-years: সফলতার ৪৭ বছর bbox=[1194, 537, 1242, 559]
notice-title: e-Tender Notice bbox=[1184, 1120, 1345, 1141]
tender-item bbox=[35, 1731, 782, 1744]
item-number: ২৪. bbox=[35, 1946, 48, 1957]
item-value: বঙ্গবন্ধু শেখ মুজিবুর রহমান কৃষি বিশ্ববিদ্যালয়, সালনা, গাজীপুর-১৭০৬। bbox=[313, 1970, 549, 1981]
ad-land-sale bbox=[219, 768, 563, 989]
ad-construction bbox=[991, 814, 1172, 943]
photo-caption: গাজার পাশাপাশি লেবাননেও হামলা চালাচ্ছে ইসরায়েল। গতকাল লেবাননের অনেক বাড়ি ধ্বংস হয়ে যায় —এএফপি bbox=[358, 391, 594, 417]
item-number: ১. bbox=[35, 1610, 43, 1620]
table-row bbox=[34, 1146, 554, 1184]
separator: : bbox=[302, 1622, 305, 1633]
tender-item bbox=[35, 1646, 782, 1658]
table-cell: 20-May-2024 10:45 bbox=[1389, 1796, 1530, 1829]
org-website[interactable]: www.bfa.gov.bd bbox=[1232, 1072, 1297, 1082]
table-cell: 20-May-2024 10:50 bbox=[1389, 1829, 1530, 1862]
tender-item bbox=[35, 1719, 782, 1731]
item-number: ২২. bbox=[35, 1921, 48, 1932]
package-table bbox=[35, 1782, 782, 1822]
table-cell: 19-May-2024 16:00 bbox=[1249, 1829, 1389, 1862]
table-header: Sl. No. bbox=[34, 1095, 66, 1116]
item-number: ৬. bbox=[35, 1671, 43, 1682]
signature-scribble: ~ℳ~ bbox=[1434, 1385, 1475, 1402]
tender-table bbox=[814, 1696, 1530, 1994]
tender-rhd-dhaka bbox=[800, 1470, 1544, 2355]
